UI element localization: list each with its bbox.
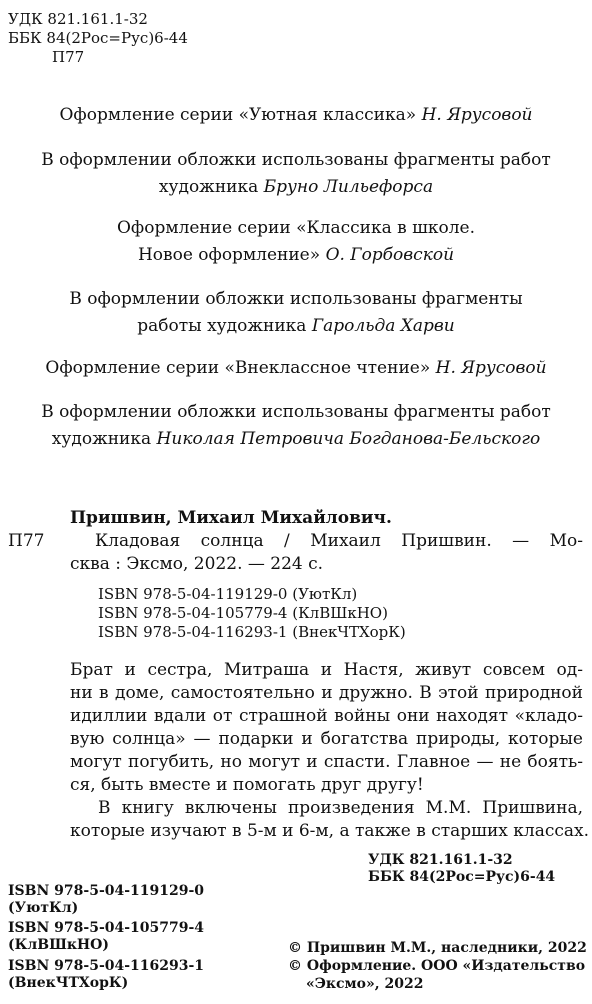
catalog-author: Пришвин, Михаил Михайлович. [70,508,392,528]
udk-top: УДК 821.161.1-32 [8,10,148,28]
catalog-entry-line2: сква : Эксмо, 2022. — 224 с. [70,554,324,574]
isbn-bottom-1: ISBN 978-5-04-119129-0 [8,883,205,899]
credit-cover-1-line2: художника Бруно Лильефорса [158,177,434,197]
catalog-isbn-1: ISBN 978-5-04-119129-0 (УютКл) [98,585,358,603]
copyright-line-3: «Эксмо», 2022 [306,976,424,992]
annotation-line-4: вую солнца» — подарки и богатства природы, которые [70,729,583,749]
isbn-bottom-3: ISBN 978-5-04-116293-1 [8,958,205,974]
credit-cover-3-line2: художника Николая Петровича Богданова-Бельского [51,429,541,449]
annotation-line-3: идиллии вдали от страшной войны они находят «кладо- [70,706,583,726]
annotation-line-6: ся, быть вместе и помогать друг другу! [70,775,424,795]
bbk-top: ББК 84(2Рос=Рус)6-44 [8,29,188,47]
isbn-bottom-1-code: (УютКл) [8,900,79,916]
catalog-sign: П77 [8,531,45,551]
isbn-bottom-2: ISBN 978-5-04-105779-4 [8,920,205,936]
bbk-bottom: ББК 84(2Рос=Рус)6-44 [368,869,556,885]
catalog-isbn-2: ISBN 978-5-04-105779-4 (КлВШкНО) [98,604,388,622]
catalog-isbn-3: ISBN 978-5-04-116293-1 (ВнекЧТХорК) [98,623,406,641]
credit-cover-2-line1: В оформлении обложки использованы фрагменты [69,289,523,309]
credit-cover-1-line1: В оформлении обложки использованы фрагменты работ [41,150,551,170]
credit-cover-3-line1: В оформлении обложки использованы фрагменты работ [41,402,551,422]
annotation-line-7: В книгу включены произведения М.М. Пришвина, [98,798,583,818]
udk-bottom: УДК 821.161.1-32 [368,852,513,868]
credit-series-extracurricular: Оформление серии «Внеклассное чтение» Н. Ярусовой [45,358,547,378]
credit-series-school-line2: Новое оформление» О. Горбовской [137,245,455,265]
isbn-bottom-3-code: (ВнекЧТХорК) [8,975,129,991]
credit-cover-2-line2: работы художника Гарольда Харви [137,316,455,336]
annotation-line-8: которые изучают в 5-м и 6-м, а также в старших классах. [70,821,590,841]
catalog-entry-line1: Кладовая солнца / Михаил Пришвин. — Мо- [95,531,583,551]
author-sign-top: П77 [52,48,85,66]
credit-series-cozy: Оформление серии «Уютная классика» Н. Ярусовой [59,105,533,125]
annotation-line-2: ни в доме, самостоятельно и дружно. В этой природной [70,683,583,703]
copyright-line-1: © Пришвин М.М., наследники, 2022 [288,940,587,956]
annotation-line-5: могут погубить, но могут и спасти. Главное — не боять- [70,752,583,772]
copyright-line-2: © Оформление. ООО «Издательство [288,958,586,974]
annotation-line-1: Брат и сестра, Митраша и Настя, живут совсем од- [70,660,583,680]
isbn-bottom-2-code: (КлВШкНО) [8,937,109,953]
credit-series-school-line1: Оформление серии «Классика в школе. [116,218,476,238]
